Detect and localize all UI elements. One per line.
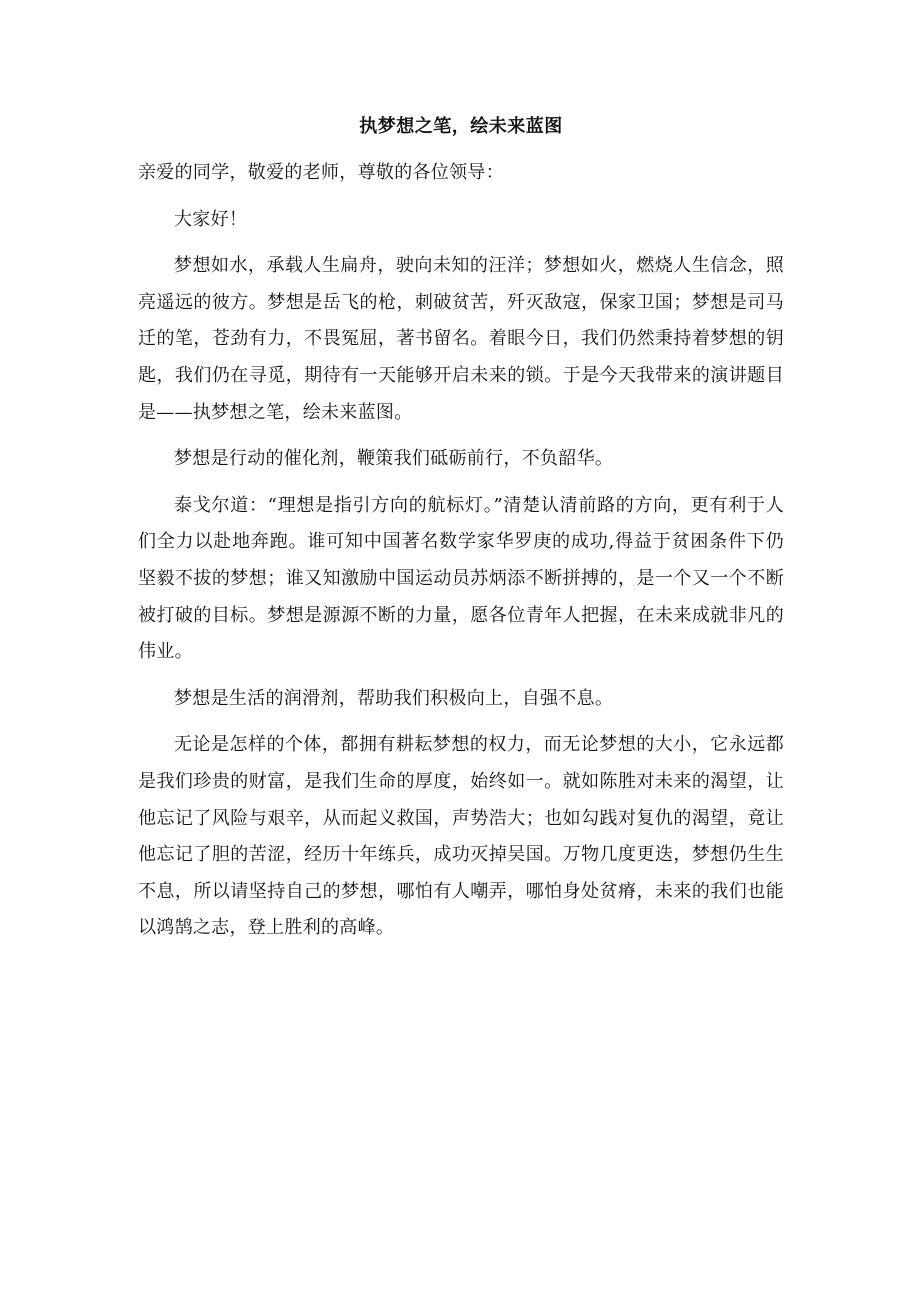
paragraph-2: 梦想是行动的催化剂，鞭策我们砥砺前行，不负韶华。 xyxy=(174,448,614,470)
paragraph-5: 无论是怎样的个体，都拥有耕耘梦想的权力，而无论梦想的大小，它永远都是我们珍贵的财富，是我们生命的厚度，始终如一。就如陈胜对未来的渴望，让他忘记了风险与艰辛，从而起义救国，声势浩大；也如勾践对复仇的渴望，竟让他忘记了胆的苦涩，经历十年练兵，成功灭掉吴国。万物几度更迭，梦想仍生生不息，所以请坚持自己的梦想，哪怕有人嘲弄，哪怕身处贫瘠，未来的我们也能以鸿鹄之志，登上胜利的高峰。 xyxy=(138,734,784,939)
document-body xyxy=(138,155,784,957)
paragraph-1: 梦想如水，承载人生扁舟，驶向未知的汪洋；梦想如火，燃烧人生信念，照亮遥远的彼方。梦想是岳飞的枪，刺破贫苦，歼灭敌寇，保家卫国；梦想是司马迁的笔，苍劲有力，不畏冤屈，著书留名。着眼今日，我们仍然秉持着梦想的钥匙，我们仍在寻觅，期待有一天能够开启未来的锁。于是今天我带来的演讲题目是——执梦想之笔，绘未来蓝图。 xyxy=(138,255,784,423)
paragraph-4: 梦想是生活的润滑剂，帮助我们积极向上，自强不息。 xyxy=(174,687,614,709)
document-title: 执梦想之笔，绘未来蓝图 xyxy=(359,116,563,137)
paragraph-3: 泰戈尔道：“理想是指引方向的航标灯。”清楚认清前路的方向，更有利于人们全力以赴地奔跑。谁可知中国著名数学家华罗庚的成功,得益于贫困条件下仍坚毅不拔的梦想；谁又知激励中国运动员苏炳添不断拼搏的，是一个又一个不断被打破的目标。梦想是源源不断的力量，愿各位青年人把握，在未来成就非凡的伟业。 xyxy=(138,494,784,663)
salutation: 亲爱的同学，敬爱的老师，尊敬的各位领导： xyxy=(138,162,504,183)
paragraph-greeting: 大家好！ xyxy=(174,208,248,230)
